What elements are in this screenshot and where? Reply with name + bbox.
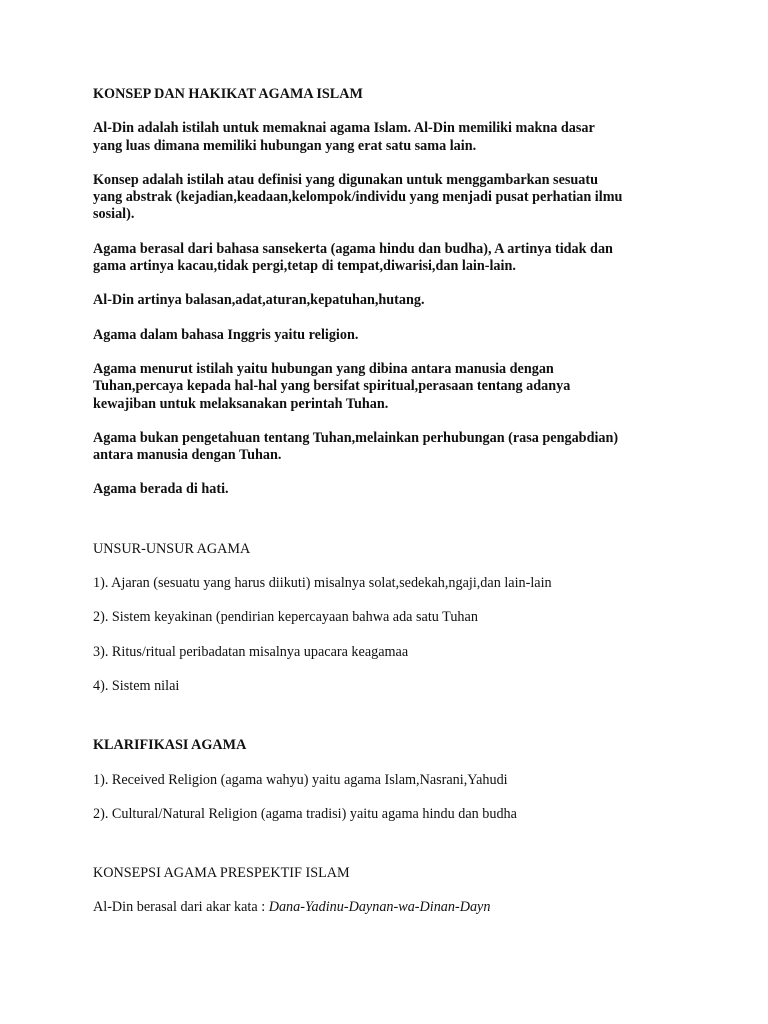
- text-line: Agama menurut istilah yaitu hubungan yang dibina antara manusia dengan: [93, 360, 554, 377]
- list-item: 4). Sistem nilai: [93, 677, 180, 694]
- paragraph-al-din: [93, 120, 693, 155]
- list-item: 2). Sistem keyakinan (pendirian kepercayaan bahwa ada satu Tuhan: [93, 609, 478, 626]
- text-line: Agama berasal dari bahasa sansekerta (agama hindu dan budha), A artinya tidak dan: [93, 240, 613, 257]
- paragraph-akar-kata: [93, 899, 693, 916]
- heading-klarifikasi: KLARIFIKASI AGAMA: [93, 737, 247, 754]
- text-line: sosial).: [93, 206, 135, 223]
- text-line: Al-Din adalah istilah untuk memaknai agama Islam. Al-Din memiliki makna dasar: [93, 120, 595, 137]
- heading-unsur: UNSUR-UNSUR AGAMA: [93, 540, 251, 557]
- text-line: Agama berada di hati.: [93, 481, 229, 498]
- text-line: Al-Din berasal dari akar kata :: [93, 899, 269, 916]
- document-page: [93, 86, 693, 917]
- paragraph-konsep: [93, 172, 693, 224]
- text-line: Agama dalam bahasa Inggris yaitu religion.: [93, 326, 359, 343]
- paragraph-al-din-arti: [93, 292, 693, 309]
- heading-konsepsi: KONSEPSI AGAMA PRESPEKTIF ISLAM: [93, 865, 350, 882]
- text-line: Konsep adalah istilah atau definisi yang digunakan untuk menggambarkan sesuatu: [93, 171, 598, 188]
- paragraph-istilah: [93, 361, 693, 413]
- paragraph-agama-asal: [93, 241, 693, 276]
- text-line: Al-Din artinya balasan,adat,aturan,kepatuhan,hutang.: [93, 292, 425, 309]
- text-line: yang abstrak (kejadian,keadaan,kelompok/individu yang menjadi pusat perhatian ilmu: [93, 189, 623, 206]
- text-line: Tuhan,percaya kepada hal-hal yang bersifat spiritual,perasaan tentang adanya: [93, 378, 571, 395]
- list-item: 3). Ritus/ritual peribadatan misalnya upacara keagamaa: [93, 643, 409, 660]
- text-line: antara manusia dengan Tuhan.: [93, 447, 282, 464]
- text-line: gama artinya kacau,tidak pergi,tetap di tempat,diwarisi,dan lain-lain.: [93, 258, 516, 275]
- paragraph-religion: [93, 327, 693, 344]
- text-line: kewajiban untuk melaksanakan perintah Tuhan.: [93, 395, 389, 412]
- list-item: 1). Ajaran (sesuatu yang harus diikuti) misalnya solat,sedekah,ngaji,dan lain-lain: [93, 575, 552, 592]
- list-item: 2). Cultural/Natural Religion (agama tradisi) yaitu agama hindu dan budha: [93, 805, 517, 822]
- paragraph-hati: [93, 481, 693, 498]
- text-line: Agama bukan pengetahuan tentang Tuhan,melainkan perhubungan (rasa pengabdian): [93, 429, 619, 446]
- italic-term: Dana-Yadinu-Daynan-wa-Dinan-Dayn: [268, 899, 491, 916]
- list-item: 1). Received Religion (agama wahyu) yaitu agama Islam,Nasrani,Yahudi: [93, 771, 508, 788]
- document-title: KONSEP DAN HAKIKAT AGAMA ISLAM: [93, 86, 363, 102]
- text-line: yang luas dimana memiliki hubungan yang erat satu sama lain.: [93, 137, 477, 154]
- paragraph-pengetahuan: [93, 430, 693, 465]
